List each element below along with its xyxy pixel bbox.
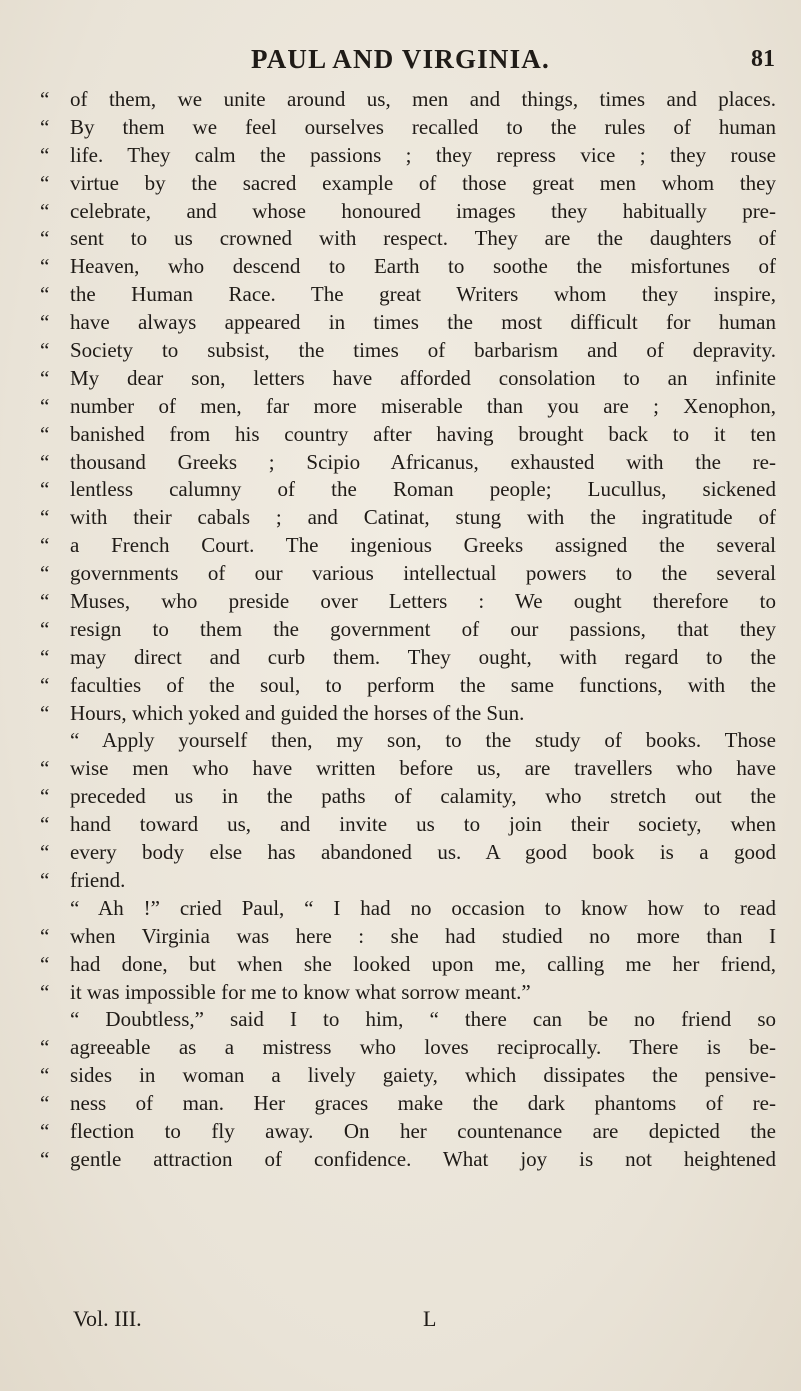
running-title: PAUL AND VIRGINIA. (251, 44, 550, 74)
text-line (40, 337, 776, 365)
quote-mark: “ (40, 867, 50, 892)
line-text: flection to fly away. On her countenance are depicted the (70, 1118, 776, 1143)
quote-mark (40, 727, 70, 755)
quote-mark: “ (40, 393, 50, 418)
quote-mark: “ (40, 142, 50, 167)
quote-mark: “ (40, 114, 50, 139)
line-text: “ Apply yourself then, my son, to the study of books. Those (70, 728, 776, 753)
quote-mark: “ (40, 365, 50, 390)
line-text: number of men, far more miserable than you are ; Xenophon, (70, 393, 776, 418)
quote-mark: “ (40, 923, 50, 948)
quote-mark: “ (40, 421, 50, 446)
quote-mark: “ (40, 951, 50, 976)
quote-mark: “ (40, 672, 50, 697)
text-line (40, 198, 776, 226)
text-line (40, 672, 776, 700)
quote-mark: “ (40, 505, 50, 530)
text-line (40, 309, 776, 337)
volume-label: Vol. III. (73, 1306, 142, 1331)
quote-mark: “ (40, 840, 50, 865)
text-line (40, 114, 776, 142)
line-text: lentless calumny of the Roman people; Lucullus, sickened (70, 477, 776, 502)
line-text: resign to them the government of our passions, that they (70, 616, 776, 641)
quote-mark (40, 895, 70, 923)
quote-mark: “ (40, 784, 50, 809)
line-text: gentle attraction of confidence. What joy is not heightened (70, 1146, 776, 1171)
line-text: My dear son, letters have afforded consolation to an infinite (70, 365, 776, 390)
line-text: had done, but when she looked upon me, calling me her friend, (70, 951, 776, 976)
text-line (40, 951, 776, 979)
quote-mark: “ (40, 477, 50, 502)
quote-mark: “ (40, 1063, 50, 1088)
text-line (40, 393, 776, 421)
quote-mark: “ (40, 226, 50, 251)
line-text: when Virginia was here : she had studied no more than I (70, 923, 776, 948)
line-text: “ Ah !” cried Paul, “ I had no occasion to know how to read (70, 895, 776, 920)
text-line (40, 1006, 776, 1034)
line-text: preceded us in the paths of calamity, who stretch out the (70, 784, 776, 809)
text-line (40, 644, 776, 672)
text-line (40, 253, 776, 281)
quote-mark: “ (40, 449, 50, 474)
line-text: life. They calm the passions ; they repress vice ; they rouse (70, 142, 776, 167)
line-text: every body else has abandoned us. A good book is a good (70, 840, 776, 865)
quote-mark: “ (40, 533, 50, 558)
quote-mark (40, 1006, 70, 1034)
line-text: Hours, which yoked and guided the horses of the Sun. (70, 700, 525, 725)
text-line (40, 365, 776, 393)
text-line (40, 1034, 776, 1062)
quote-mark: “ (40, 1091, 50, 1116)
line-text: the Human Race. The great Writers whom they inspire, (70, 282, 776, 307)
page-footer (73, 1306, 673, 1336)
text-line (40, 449, 776, 477)
text-line (40, 1146, 776, 1174)
text-line (40, 979, 776, 1007)
text-line (40, 895, 776, 923)
quote-mark: “ (40, 338, 50, 363)
quote-mark: “ (40, 170, 50, 195)
text-line (40, 1062, 776, 1090)
quote-mark: “ (40, 644, 50, 669)
line-text: celebrate, and whose honoured images they habitually pre- (70, 198, 776, 223)
text-line (40, 783, 776, 811)
quote-mark: “ (40, 282, 50, 307)
text-line (40, 811, 776, 839)
line-text: governments of our various intellectual powers to the several (70, 561, 776, 586)
text-line (40, 588, 776, 616)
quote-mark: “ (40, 87, 50, 111)
line-text: with their cabals ; and Catinat, stung with the ingratitude of (70, 505, 776, 530)
quote-mark: “ (40, 616, 50, 641)
text-line (40, 281, 776, 309)
line-text: may direct and curb them. They ought, with regard to the (70, 644, 776, 669)
text-line (40, 86, 776, 114)
text-line (40, 142, 776, 170)
quote-mark: “ (40, 254, 50, 279)
page-number: 81 (751, 46, 775, 72)
line-text: Muses, who preside over Letters : We ought therefore to (70, 589, 776, 614)
line-text: “ Doubtless,” said I to him, “ there can be no friend so (70, 1007, 776, 1032)
line-text: Heaven, who descend to Earth to soothe the misfortunes of (70, 254, 776, 279)
line-text: wise men who have written before us, are travellers who have (70, 756, 776, 781)
quote-mark: “ (40, 310, 50, 335)
text-line (40, 700, 776, 728)
text-line (40, 560, 776, 588)
body-text (40, 86, 776, 1174)
quote-mark: “ (40, 1146, 50, 1171)
text-line (40, 839, 776, 867)
text-line (40, 923, 776, 951)
quote-mark: “ (40, 979, 50, 1004)
line-text: Society to subsist, the times of barbarism and of depravity. (70, 338, 776, 363)
line-text: sent to us crowned with respect. They are the daughters of (70, 226, 776, 251)
line-text: friend. (70, 867, 126, 892)
line-text: it was impossible for me to know what sorrow meant.” (70, 979, 531, 1004)
quote-mark: “ (40, 700, 50, 725)
line-text: banished from his country after having brought back to it ten (70, 421, 776, 446)
quote-mark: “ (40, 756, 50, 781)
quote-mark: “ (40, 589, 50, 614)
line-text: sides in woman a lively gaiety, which dissipates the pensive- (70, 1063, 776, 1088)
quote-mark: “ (40, 1118, 50, 1143)
signature-mark: L (423, 1306, 437, 1331)
quote-mark: “ (40, 561, 50, 586)
line-text: By them we feel ourselves recalled to the rules of human (70, 114, 776, 139)
text-line (40, 170, 776, 198)
text-line (40, 755, 776, 783)
text-line (40, 616, 776, 644)
line-text: virtue by the sacred example of those great men whom they (70, 170, 776, 195)
text-line (40, 476, 776, 504)
quote-mark: “ (40, 812, 50, 837)
text-line (40, 532, 776, 560)
text-line (40, 1118, 776, 1146)
text-line (40, 421, 776, 449)
text-line (40, 225, 776, 253)
text-line (40, 1090, 776, 1118)
line-text: hand toward us, and invite us to join their society, when (70, 812, 776, 837)
line-text: have always appeared in times the most difficult for human (70, 310, 776, 335)
line-text: faculties of the soul, to perform the same functions, with the (70, 672, 776, 697)
text-line (40, 727, 776, 755)
text-line (40, 504, 776, 532)
line-text: of them, we unite around us, men and things, times and places. (70, 87, 776, 111)
line-text: agreeable as a mistress who loves reciprocally. There is be- (70, 1035, 776, 1060)
page-header (0, 44, 801, 84)
quote-mark: “ (40, 198, 50, 223)
line-text: ness of man. Her graces make the dark phantoms of re- (70, 1091, 776, 1116)
quote-mark: “ (40, 1035, 50, 1060)
line-text: thousand Greeks ; Scipio Africanus, exhausted with the re- (70, 449, 776, 474)
line-text: a French Court. The ingenious Greeks assigned the several (70, 533, 776, 558)
text-line (40, 867, 776, 895)
